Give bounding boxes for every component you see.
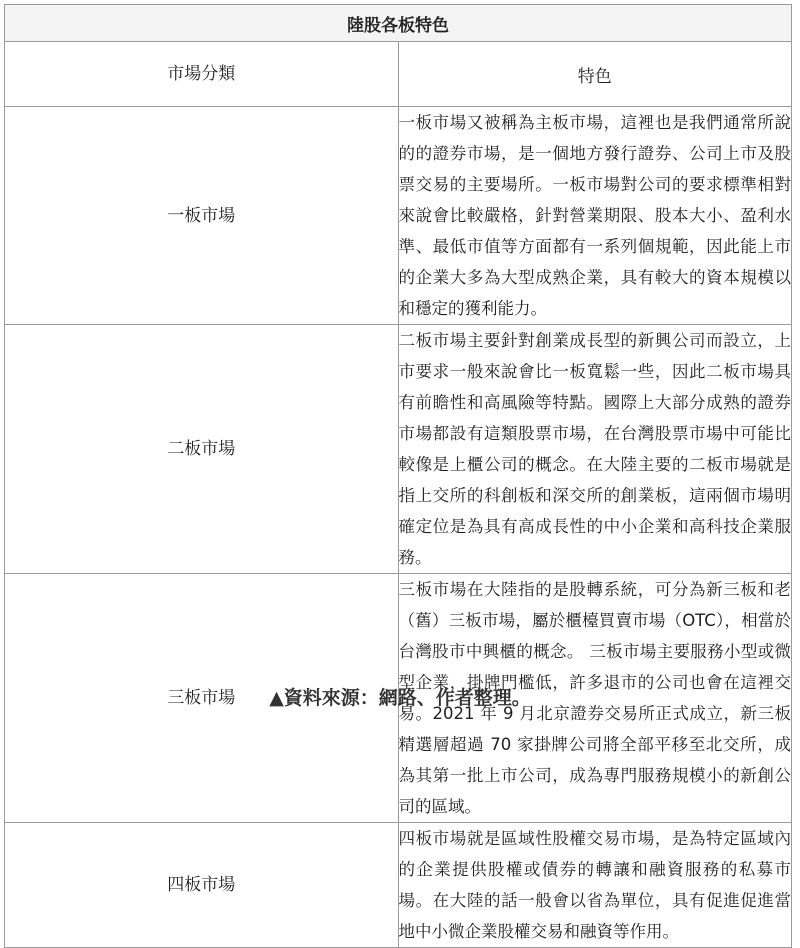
header-features: 特色 [398, 42, 792, 107]
row-description: 一板市場又被稱為主板市場，這裡也是我們通常所說的的證券市場，是一個地方發行證券、公司上市及股票交易的主要場所。一板市場對公司的要求標準相對來說會比較嚴格，針對營業期限、股本大小、盈利水準、最低市值等方面都有一系列個規範，因此能上市的企業大多為大型成熟企業，具有較大的資本規模以和穩定的獲利能力。 [398, 107, 792, 325]
header-market-category: 市場分類 [5, 42, 399, 107]
row-category: 二板市場 [5, 325, 399, 574]
row-category: 一板市場 [5, 107, 399, 325]
table-row [5, 107, 792, 325]
row-description: 四板市場就是區域性股權交易市場，是為特定區域內的企業提供股權或債券的轉讓和融資服務的私募市場。在大陸的話一般會以省為單位，具有促進促進當地中小微企業股權交易和融資等作用。 [398, 823, 792, 948]
table-row [5, 823, 792, 948]
row-description: 三板市場在大陸指的是股轉系統，可分為新三板和老（舊）三板市場，屬於櫃檯買賣市場（OTC），相當於台灣股市中興櫃的概念。 三板市場主要服務小型或微型企業，掛牌門檻低，許多退市的公司也會在這裡交易。2021 年 9 月北京證券交易所正式成立，新三板精選層超過 70 家掛牌公司將全部平移至北交所，成為其第一批上市公司，成為專門服務規模小的新創公司的區域。 [398, 574, 792, 823]
table-title: 陸股各板特色 [5, 5, 792, 42]
table-title-row [5, 5, 792, 42]
row-category: 三板市場 [5, 574, 399, 823]
row-description: 二板市場主要針對創業成長型的新興公司而設立，上市要求一般來說會比一板寬鬆一些，因此二板市場具有前瞻性和高風險等特點。國際上大部分成熟的證券市場都設有這類股票市場，在台灣股票市場中可能比較像是上櫃公司的概念。在大陸主要的二板市場就是指上交所的科創板和深交所的創業板，這兩個市場明確定位是為具有高成長性的中小企業和高科技企業服務。 [398, 325, 792, 574]
table-header-row [5, 42, 792, 107]
market-boards-table [4, 4, 792, 948]
table-row [5, 325, 792, 574]
row-category: 四板市場 [5, 823, 399, 948]
source-note: ▲資料來源：網路、作者整理。 [269, 687, 531, 709]
